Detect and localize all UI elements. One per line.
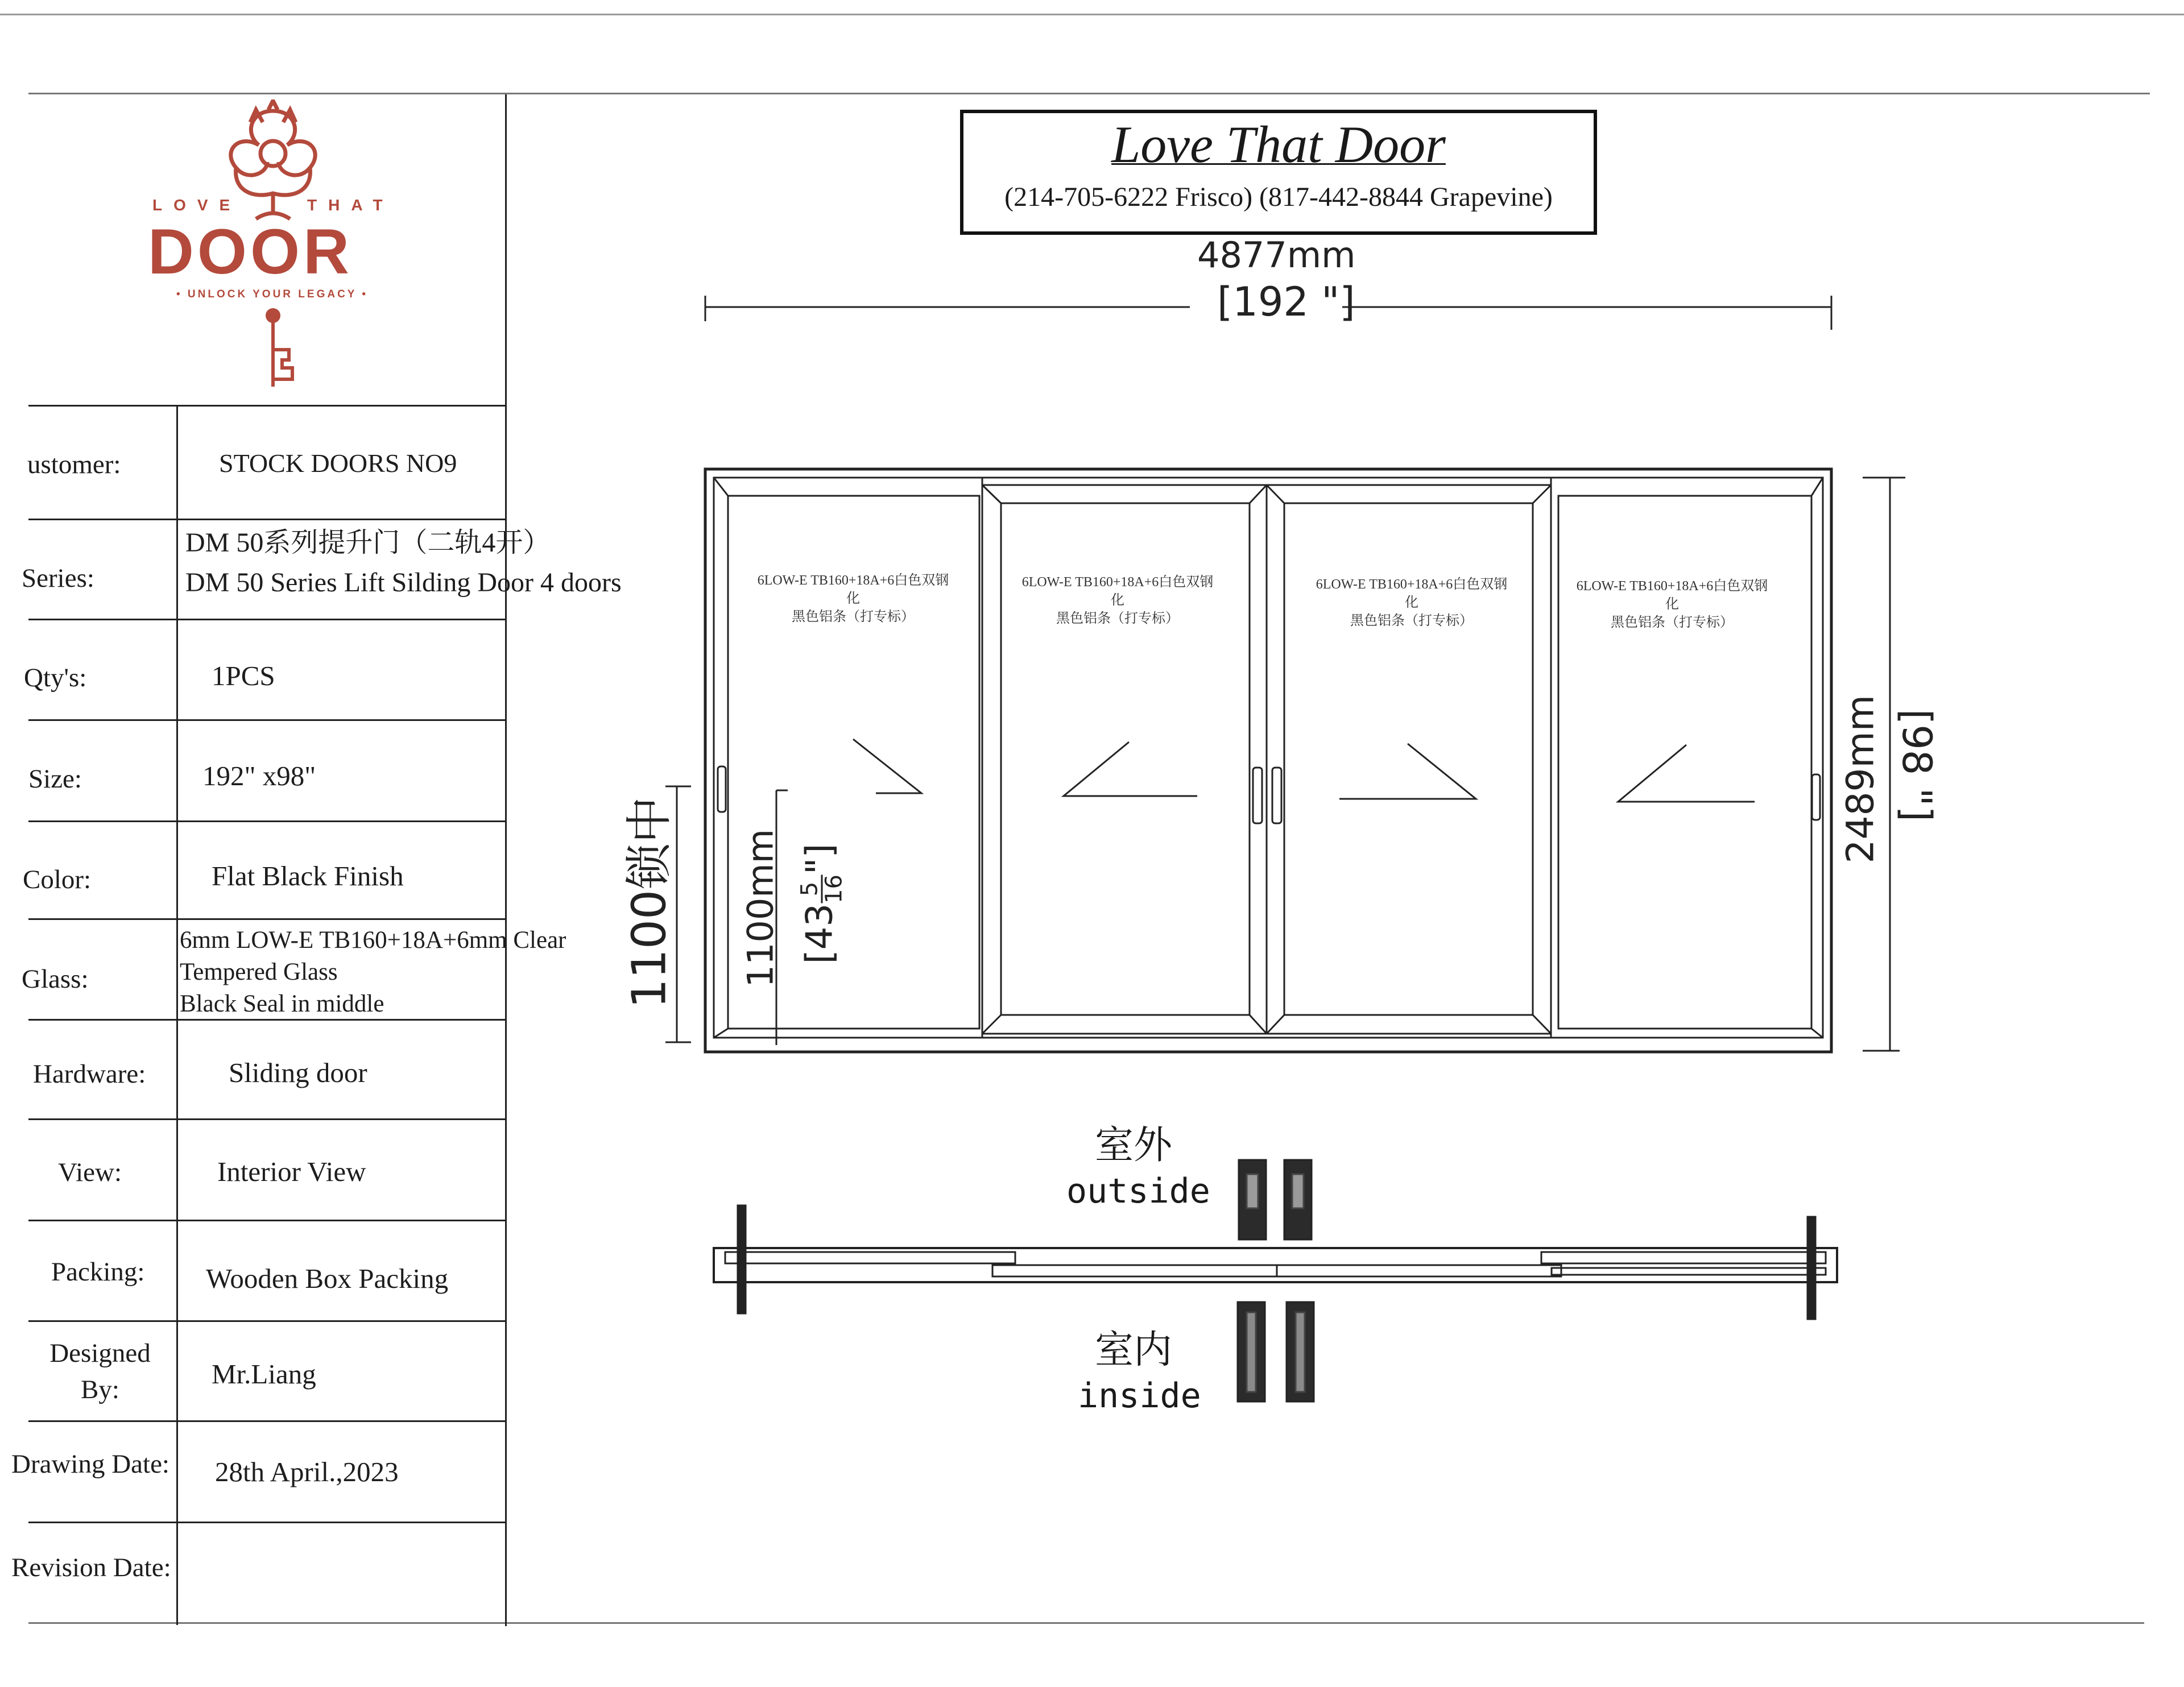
track-panel-right-inner — [1552, 1268, 1826, 1275]
qty-value: 1PCS — [212, 660, 275, 691]
logo-word-door: DOOR — [148, 216, 353, 287]
track-panel-center-left — [992, 1265, 1277, 1276]
glass-note-panel-4: 6LOW-E TB160+18A+6白色双钢化 黑色铝条（打专标） — [1576, 579, 1768, 630]
drawing-date-label: Drawing Date: — [11, 1449, 169, 1479]
door-panel-4 — [1551, 478, 1823, 1038]
lock-in-denominator: 16 — [821, 874, 847, 903]
slide-direction-mark-2 — [1064, 742, 1197, 796]
packing-label: Packing: — [51, 1257, 145, 1287]
glass-value-line3: Black Seal in middle — [180, 990, 384, 1017]
height-in: [98 "] — [1893, 708, 1940, 822]
glass-note-panel-3: 6LOW-E TB160+18A+6白色双钢化 黑色铝条（打专标） — [1316, 577, 1508, 628]
door-panel-2 — [982, 485, 1267, 1034]
lock-mm: 1100mm — [739, 828, 781, 988]
handle-right — [1812, 774, 1820, 820]
designed-label-line2: By: — [81, 1375, 119, 1404]
door-panel-4-glass — [1558, 496, 1811, 1029]
pull-outside-right-inner — [1292, 1174, 1304, 1208]
lock-in — [796, 819, 847, 989]
track-panel-left — [725, 1252, 1015, 1263]
company-contacts: (214-705-6222 Frisco) (817-442-8844 Grapevine) — [1004, 182, 1553, 212]
color-value: Flat Black Finish — [212, 860, 404, 892]
view-label: View: — [58, 1158, 122, 1187]
lock-in-numerator: 5 — [799, 874, 823, 903]
outer-frame — [705, 469, 1831, 1052]
glass-note-panel-2: 6LOW-E TB160+18A+6白色双钢化 黑色铝条（打专标） — [1021, 575, 1214, 626]
size-label: Size: — [28, 764, 82, 794]
height-mm: 2489mm — [1838, 694, 1883, 864]
slide-direction-mark-1 — [853, 739, 921, 793]
series-value-cn: DM 50系列提升门（二轨4开） — [185, 528, 551, 558]
track-panel-right — [1541, 1252, 1826, 1263]
pull-outside-left-inner — [1247, 1174, 1258, 1208]
lock-in-whole: [43 — [799, 903, 841, 964]
handle-center-left — [1253, 768, 1262, 823]
glass-label: Glass: — [22, 964, 89, 994]
packing-value: Wooden Box Packing — [206, 1263, 449, 1294]
inner-frame — [714, 478, 1823, 1038]
revision-date-label: Revision Date: — [11, 1553, 171, 1582]
drawing-date-value: 28th April.,2023 — [215, 1456, 399, 1487]
lock-center-label: 1100锁中 — [622, 796, 677, 1009]
door-panel-3 — [1267, 485, 1551, 1034]
glass-note-panel-1: 6LOW-E TB160+18A+6白色双钢化 黑色铝条（打专标） — [757, 573, 949, 624]
view-value: Interior View — [217, 1156, 366, 1187]
width-mm: 4877mm — [1197, 234, 1356, 276]
color-label: Color: — [23, 865, 92, 894]
jamb-post-left — [738, 1205, 746, 1313]
pull-inside-left-inner — [1247, 1312, 1256, 1392]
inside-cn: 室内 — [1095, 1328, 1173, 1373]
customer-label: ustomer: — [27, 450, 121, 479]
slide-direction-mark-4 — [1618, 745, 1755, 802]
lock-in-fraction — [796, 874, 847, 903]
inside-en: inside — [1078, 1376, 1201, 1416]
designed-by-value: Mr.Liang — [212, 1358, 316, 1390]
series-value-en: DM 50 Series Lift Silding Door 4 doors — [185, 567, 622, 598]
handle-left — [718, 766, 726, 812]
logo-tagline: • UNLOCK YOUR LEGACY • — [176, 288, 369, 300]
size-value: 192" x98" — [202, 760, 316, 791]
logo-word-love: LOVE — [152, 196, 242, 214]
lock-in-close: "] — [799, 843, 841, 875]
hardware-value: Sliding door — [229, 1057, 367, 1088]
designed-label-line1: Designed — [49, 1338, 151, 1368]
glass-value-line1: 6mm LOW-E TB160+18A+6mm Clear — [180, 927, 566, 954]
jamb-post-right — [1807, 1217, 1815, 1319]
pull-inside-right-inner — [1296, 1312, 1305, 1392]
customer-value: STOCK DOORS NO9 — [219, 449, 457, 478]
glass-value-line2: Tempered Glass — [180, 959, 338, 985]
slide-direction-mark-3 — [1339, 744, 1476, 799]
handle-center-right — [1272, 768, 1281, 823]
logo-word-that: THAT — [307, 196, 394, 214]
company-name: Love That Door — [1111, 115, 1446, 173]
hardware-label: Hardware: — [33, 1059, 146, 1089]
outside-cn: 室外 — [1095, 1123, 1173, 1168]
outside-en: outside — [1066, 1171, 1210, 1211]
width-in: [192 "] — [1217, 279, 1355, 325]
track-panel-center-right — [1277, 1265, 1561, 1276]
series-label: Series: — [22, 563, 94, 593]
qty-label: Qty's: — [24, 663, 87, 693]
